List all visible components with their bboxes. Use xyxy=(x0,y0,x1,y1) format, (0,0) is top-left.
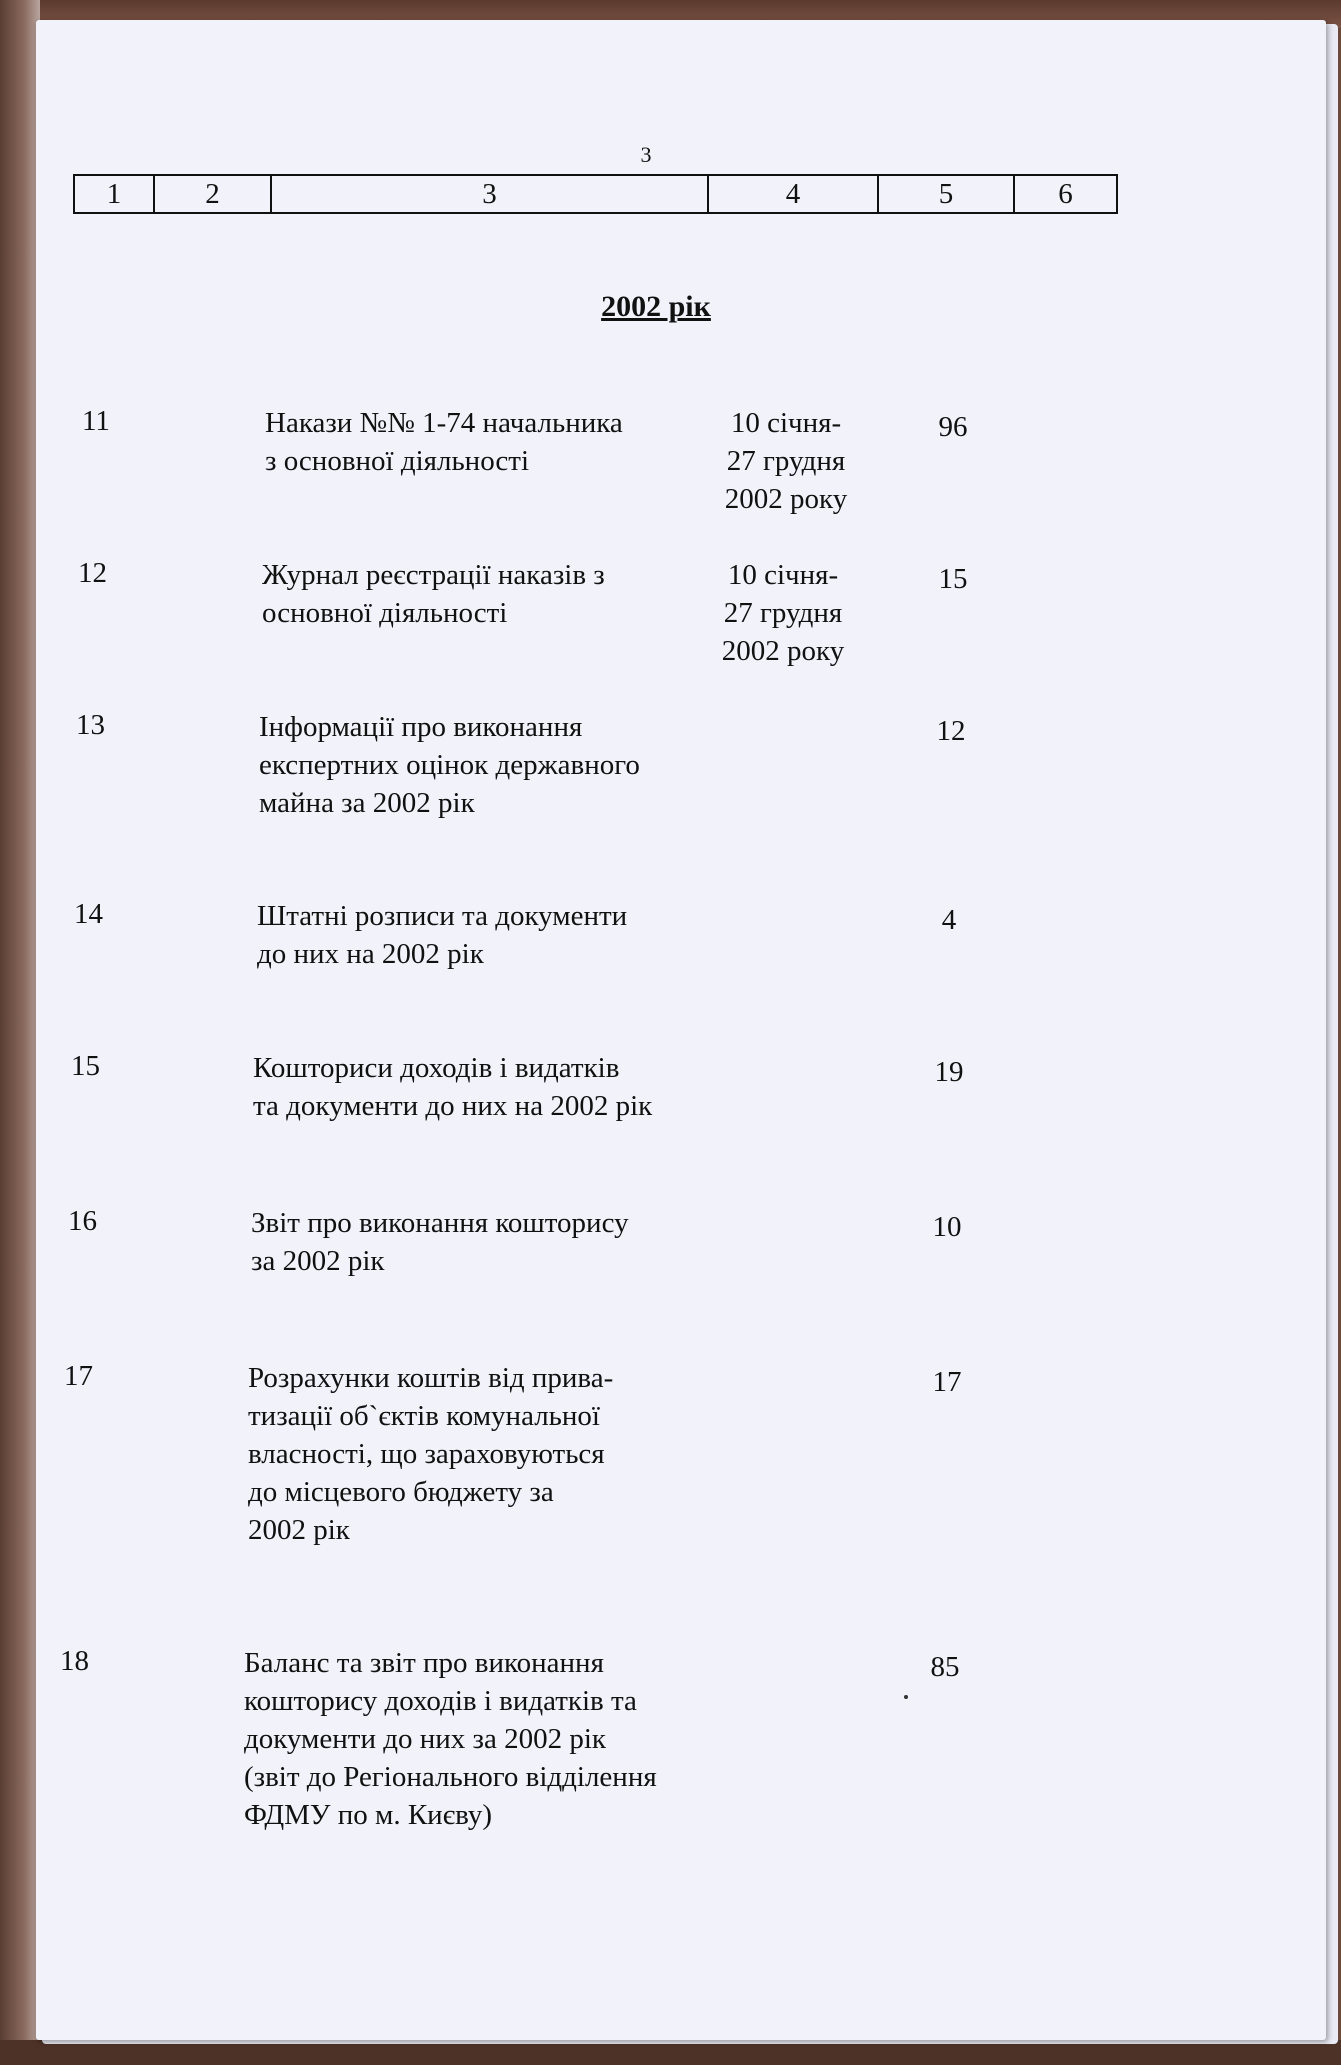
item-dates xyxy=(711,404,861,518)
item-title-line: Журнал реєстрації наказів з xyxy=(262,559,605,591)
item-number: 17 xyxy=(64,1360,93,1392)
page-number: 3 xyxy=(640,142,652,167)
column-header-5: 5 xyxy=(879,176,1015,212)
item-title xyxy=(251,1204,721,1280)
background-left xyxy=(0,0,40,2065)
item-date-line: 10 січня- xyxy=(730,407,842,439)
column-header-3: 3 xyxy=(272,176,709,212)
item-sheet-count: 85 xyxy=(930,1651,960,1683)
item-title-line: ФДМУ по м. Києву) xyxy=(244,1799,493,1831)
item-title-line: Накази №№ 1-74 начальника xyxy=(265,407,623,439)
item-title-line: майна за 2002 рік xyxy=(259,787,475,819)
item-title-line: тизації об`єктів комунальної xyxy=(248,1400,600,1432)
column-header-4: 4 xyxy=(709,176,879,212)
item-sheet-count: 12 xyxy=(936,715,966,747)
item-sheet-count: 19 xyxy=(934,1056,964,1088)
item-title xyxy=(265,404,735,480)
item-title-line: (звіт до Регіонального відділення xyxy=(244,1761,657,1793)
item-sheet-count: 17 xyxy=(932,1366,962,1398)
item-title-line: документи до них за 2002 рік xyxy=(244,1723,607,1755)
item-number: 12 xyxy=(78,557,107,589)
item-date-line: 2002 року xyxy=(724,483,848,515)
column-header-6: 6 xyxy=(1058,177,1073,210)
item-title-line: Звіт про виконання кошторису xyxy=(251,1207,629,1239)
column-header-1: 1 xyxy=(75,176,155,212)
item-date-line: 27 грудня xyxy=(723,597,843,629)
item-date-line: 27 грудня xyxy=(726,445,846,477)
item-title xyxy=(253,1049,723,1125)
item-date-line: 10 січня- xyxy=(727,559,839,591)
item-title-line: основної діяльності xyxy=(262,597,508,629)
item-dates xyxy=(708,556,858,670)
item-title-line: кошторису доходів і видатків та xyxy=(244,1685,637,1717)
item-title-line: до них на 2002 рік xyxy=(257,938,484,970)
item-title xyxy=(257,897,727,973)
item-title-line: Інформації про виконання xyxy=(259,711,583,743)
column-header-table xyxy=(73,174,1118,214)
item-title-line: експертних оцінок державного xyxy=(259,749,640,781)
item-title-line: Кошториси доходів і видатків xyxy=(253,1052,620,1084)
item-title-line: 2002 рік xyxy=(248,1514,350,1546)
item-title xyxy=(248,1359,718,1549)
item-title-line: до місцевого бюджету за xyxy=(248,1476,554,1508)
item-sheet-count: 4 xyxy=(941,904,957,936)
item-title-line: з основної діяльності xyxy=(265,445,530,477)
item-number: 18 xyxy=(60,1645,89,1677)
item-title-line: за 2002 рік xyxy=(251,1245,385,1277)
item-title-line: Штатні розписи та документи xyxy=(257,900,628,932)
item-title xyxy=(262,556,732,632)
item-number: 13 xyxy=(76,709,105,741)
item-number: 16 xyxy=(68,1205,97,1237)
column-header-2: 2 xyxy=(155,176,272,212)
item-number: 14 xyxy=(74,898,103,930)
stray-mark xyxy=(904,1695,908,1699)
item-date-line: 2002 року xyxy=(721,635,845,667)
item-title-line: Розрахунки коштів від прива- xyxy=(248,1362,614,1394)
item-title-line: Баланс та звіт про виконання xyxy=(244,1647,604,1679)
year-heading: 2002 рік xyxy=(601,290,711,323)
item-title-line: та документи до них на 2002 рік xyxy=(253,1090,653,1122)
item-number: 11 xyxy=(82,405,110,437)
item-sheet-count: 96 xyxy=(938,411,968,443)
document-page xyxy=(36,20,1326,2040)
item-sheet-count: 15 xyxy=(938,563,968,595)
item-sheet-count: 10 xyxy=(932,1211,962,1243)
item-title xyxy=(259,708,729,822)
item-title-line: власності, що зараховуються xyxy=(248,1438,605,1470)
item-title xyxy=(244,1644,714,1834)
item-number: 15 xyxy=(71,1050,100,1082)
